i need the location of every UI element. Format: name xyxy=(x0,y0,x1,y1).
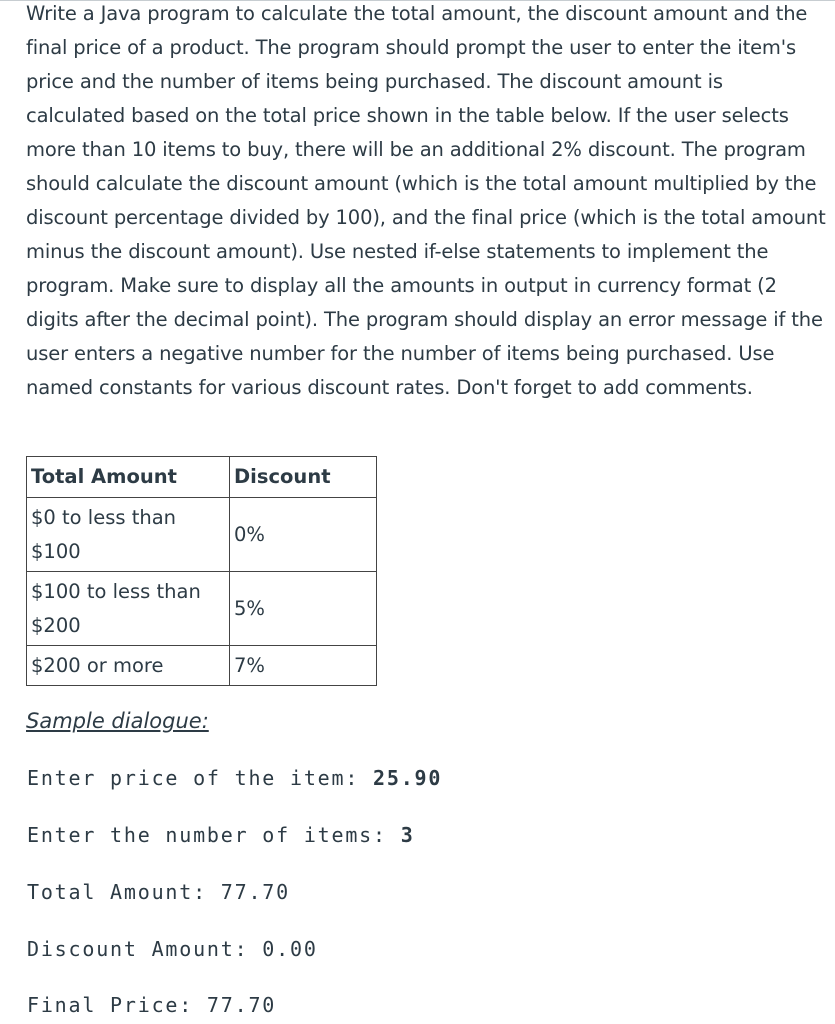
items-prompt-line xyxy=(27,823,415,847)
price-prompt: Enter price of the item: xyxy=(27,766,374,790)
header-discount: Discount xyxy=(230,457,377,498)
items-prompt: Enter the number of items: xyxy=(27,823,401,847)
table-header-row xyxy=(27,457,377,498)
discount-amount-output: Discount Amount: 0.00 xyxy=(27,937,318,961)
cell-discount: 0% xyxy=(230,498,377,572)
cell-discount: 7% xyxy=(230,646,377,686)
table-row xyxy=(27,572,377,646)
cell-discount: 5% xyxy=(230,572,377,646)
cell-total-amount: $0 to less than $100 xyxy=(27,498,230,572)
total-amount-output: Total Amount: 77.70 xyxy=(27,880,290,904)
final-price-output: Final Price: 77.70 xyxy=(27,993,277,1017)
cell-total-amount: $100 to less than $200 xyxy=(27,572,230,646)
cell-total-amount: $200 or more xyxy=(27,646,230,686)
price-prompt-line xyxy=(27,766,442,790)
table-row xyxy=(27,498,377,572)
price-input-value: 25.90 xyxy=(373,766,443,790)
items-input-value: 3 xyxy=(400,823,415,847)
table-row xyxy=(27,646,377,686)
header-total-amount: Total Amount xyxy=(27,457,230,498)
discount-table xyxy=(26,456,377,686)
problem-statement: Write a Java program to calculate the total amount, the discount amount and the final price of a product. The program should prompt the user to enter the item's price and the number of items being purchased. The discount amount is calculated based on the total price shown in the table below. If the user selects more than 10 items to buy, there will be an additional 2% discount. The program should calculate the discount amount (which is the total amount multiplied by the discount percentage divided by 100), and the final price (which is the total amount minus the discount amount). Use nested if-else statements to implement the program. Make sure to display all the amounts in output in currency format (2 digits after the decimal point). The program should display an error message if the user enters a negative number for the number of items being purchased. Use named constants for various discount rates. Don't forget to add comments. xyxy=(26,2,826,399)
sample-dialogue-heading: Sample dialogue: xyxy=(26,709,209,733)
